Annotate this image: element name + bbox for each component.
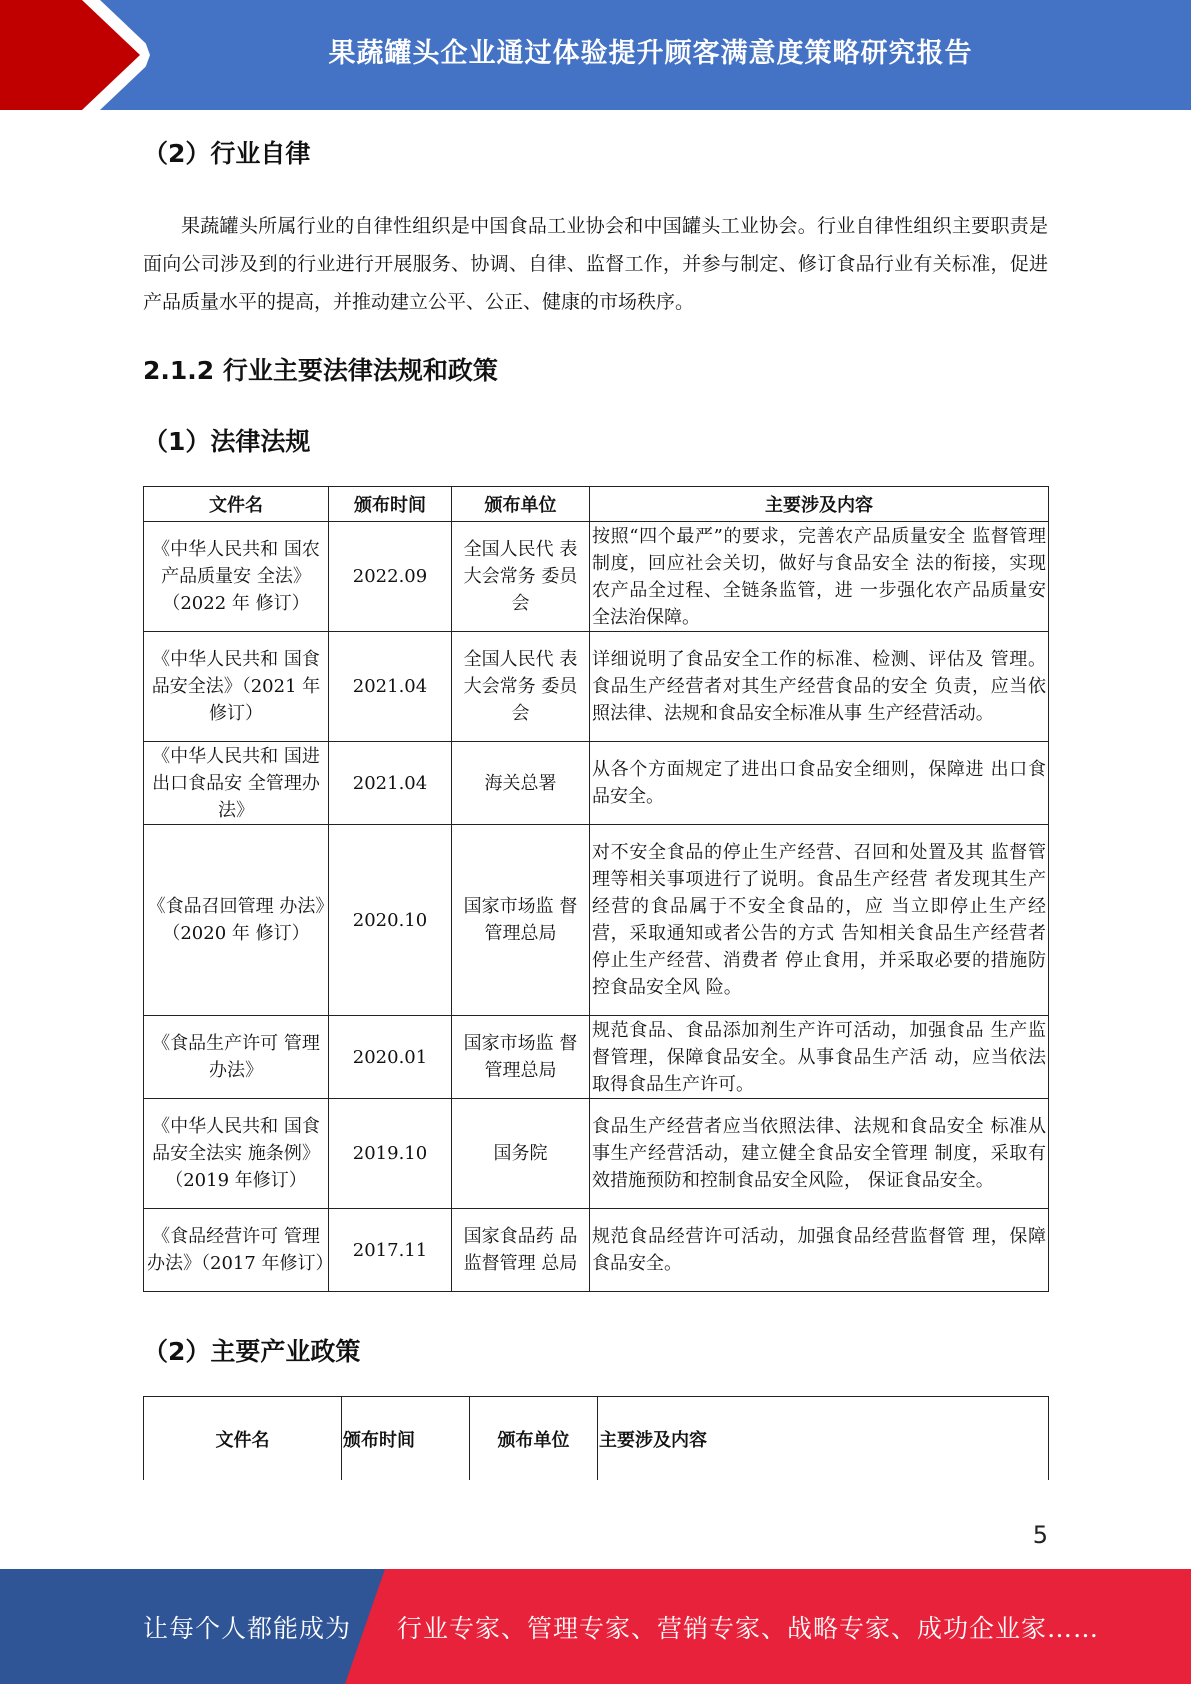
cell-file-name: 《中华人民共和 国进出口食品安 全管理办法》	[144, 742, 329, 825]
cell-issuer: 国家市场监 督管理总局	[452, 1016, 590, 1099]
header-content: 主要涉及内容	[598, 1397, 1049, 1481]
laws-table	[143, 486, 1049, 1292]
cell-issue-date: 2020.10	[329, 825, 452, 1016]
cell-issuer: 国务院	[452, 1099, 590, 1209]
cell-issuer: 国家食品药 品监督管理 总局	[452, 1209, 590, 1292]
cell-file-name: 《食品召回管理 办法》（2020 年 修订）	[144, 825, 329, 1016]
header-content: 主要涉及内容	[590, 487, 1049, 522]
footer-slogan-left: 让每个人都能成为	[143, 1613, 352, 1643]
table-header-row	[144, 487, 1049, 522]
table-row	[144, 742, 1049, 825]
table-row	[144, 1016, 1049, 1099]
table-row	[144, 1209, 1049, 1292]
header-issuer: 颁布单位	[470, 1397, 598, 1481]
cell-issue-date: 2017.11	[329, 1209, 452, 1292]
header-issue-date: 颁布时间	[342, 1397, 470, 1481]
cell-issue-date: 2022.09	[329, 522, 452, 632]
cell-content: 对不安全食品的停止生产经营、召回和处置及其 监督管理等相关事项进行了说明。食品生产经营 者发现其生产经营的食品属于不安全食品的，应 当立即停止生产经营，采取通知或者公告的方式 告知相关食品生产经营者停止生产经营、消费者 停止食用，并采取必要的措施防控食品安全风 险。	[590, 825, 1049, 1016]
cell-content: 规范食品、食品添加剂生产许可活动，加强食品 生产监督管理，保障食品安全。从事食品生产活 动，应当依法取得食品生产许可。	[590, 1016, 1049, 1099]
report-title: 果蔬罐头企业通过体验提升顾客满意度策略研究报告	[328, 37, 973, 69]
policy-table	[143, 1396, 1049, 1480]
section-heading-laws-policies: 2.1.2 行业主要法律法规和政策	[143, 356, 498, 385]
subheading-laws: （1）法律法规	[143, 427, 311, 456]
page-number: 5	[1032, 1521, 1048, 1549]
cell-content: 详细说明了食品安全工作的标准、检测、评估及 管理。食品生产经营者对其生产经营食品的安全 负责，应当依照法律、法规和食品安全标准从事 生产经营活动。	[590, 632, 1049, 742]
cell-issue-date: 2020.01	[329, 1016, 452, 1099]
cell-content: 规范食品经营许可活动，加强食品经营监督管 理，保障食品安全。	[590, 1209, 1049, 1292]
table-row	[144, 632, 1049, 742]
cell-file-name: 《中华人民共和 国农产品质量安 全法》（2022 年 修订）	[144, 522, 329, 632]
page-footer	[0, 1569, 1191, 1684]
cell-file-name: 《中华人民共和 国食品安全法实 施条例》（2019 年修订）	[144, 1099, 329, 1209]
subheading-industry-policy: （2）主要产业政策	[143, 1337, 361, 1366]
cell-issue-date: 2021.04	[329, 632, 452, 742]
header-issue-date: 颁布时间	[329, 487, 452, 522]
table-row	[144, 1099, 1049, 1209]
table-header-row	[144, 1397, 1049, 1481]
header-file-name: 文件名	[144, 487, 329, 522]
cell-issuer: 海关总署	[452, 742, 590, 825]
self-discipline-paragraph: 果蔬罐头所属行业的自律性组织是中国食品工业协会和中国罐头工业协会。行业自律性组织主要职责是面向公司涉及到的行业进行开展服务、协调、自律、监督工作，并参与制定、修订食品行业有关标准，促进产品质量水平的提高，并推动建立公平、公正、健康的市场秩序。	[143, 215, 1048, 313]
header-file-name: 文件名	[144, 1397, 342, 1481]
footer-slogan-right: 行业专家、管理专家、营销专家、战略专家、成功企业家……	[397, 1613, 1100, 1643]
cell-issue-date: 2021.04	[329, 742, 452, 825]
section-heading-self-discipline: （2）行业自律	[143, 139, 311, 168]
cell-file-name: 《食品经营许可 管理办法》（2017 年修订）	[144, 1209, 329, 1292]
cell-issuer: 国家市场监 督管理总局	[452, 825, 590, 1016]
table-row	[144, 522, 1049, 632]
page-header	[0, 0, 1191, 110]
cell-issuer: 全国人民代 表大会常务 委员会	[452, 632, 590, 742]
cell-file-name: 《中华人民共和 国食品安全法》（2021 年修订）	[144, 632, 329, 742]
cell-content: 食品生产经营者应当依照法律、法规和食品安全 标准从事生产经营活动，建立健全食品安全管理 制度，采取有效措施预防和控制食品安全风险， 保证食品安全。	[590, 1099, 1049, 1209]
header-issuer: 颁布单位	[452, 487, 590, 522]
cell-issuer: 全国人民代 表大会常务 委员会	[452, 522, 590, 632]
cell-content: 按照“四个最严”的要求，完善农产品质量安全 监督管理制度，回应社会关切，做好与食品安全 法的衔接，实现农产品全过程、全链条监管，进 一步强化农产品质量安全法治保障。	[590, 522, 1049, 632]
cell-issue-date: 2019.10	[329, 1099, 452, 1209]
cell-content: 从各个方面规定了进出口食品安全细则，保障进 出口食品安全。	[590, 742, 1049, 825]
table-row	[144, 825, 1049, 1016]
cell-file-name: 《食品生产许可 管理办法》	[144, 1016, 329, 1099]
